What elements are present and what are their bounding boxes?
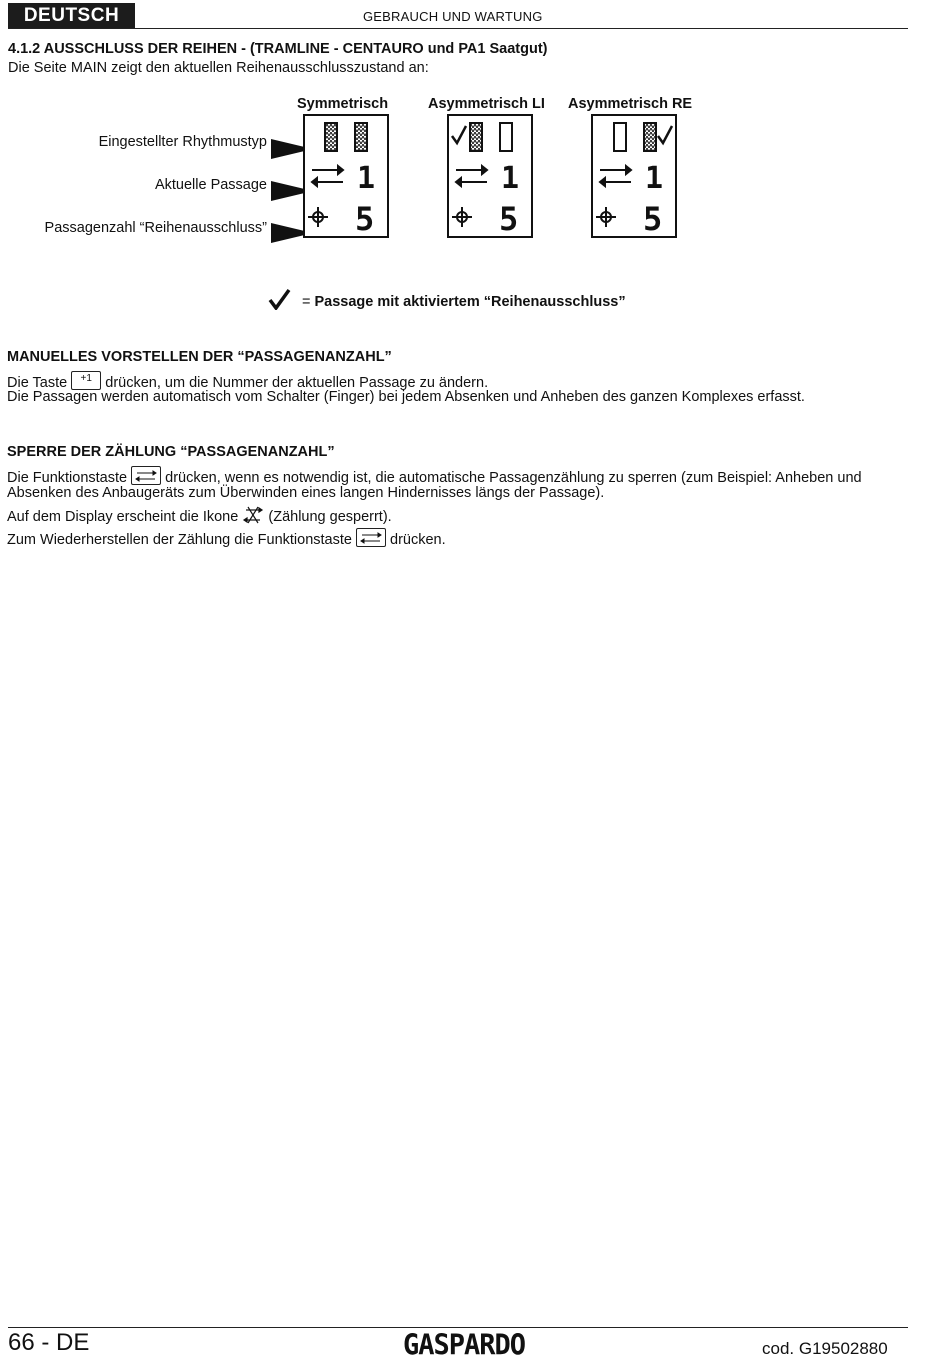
- check-icon: [452, 126, 466, 143]
- column-symmetric: Symmetrisch: [297, 96, 389, 112]
- lock-line4-after: drücken.: [390, 532, 446, 548]
- seed-row-excluded-icon: [500, 123, 512, 151]
- swap-arrows-icon: [600, 166, 631, 186]
- lock-title: SPERRE DER ZÄHLUNG “PASSAGENANZAHL”: [7, 444, 335, 460]
- lock-line3-after: (Zählung gesperrt).: [268, 509, 392, 525]
- seed-row-excluded-icon: [614, 123, 626, 151]
- count-locked-icon: [242, 506, 264, 528]
- seed-row-active-icon: [325, 123, 337, 151]
- swap-function-key-icon: [131, 466, 161, 485]
- display-symmetric: [303, 114, 389, 238]
- swap-arrows-icon: [456, 166, 487, 186]
- column-asym-left: Asymmetrisch LI: [428, 96, 545, 112]
- seed-row-active-icon: [644, 123, 656, 151]
- manual-line1: [7, 371, 488, 391]
- crosshair-icon: [308, 207, 328, 227]
- check-icon: [658, 126, 672, 143]
- lock-line3-before: Auf dem Display erscheint die Ikone: [7, 509, 239, 525]
- lock-line4-before: Zum Wiederherstellen der Zählung die Funktionstaste: [7, 532, 352, 548]
- display-asym-right-graphic: [593, 116, 675, 236]
- display-asym-left: [447, 114, 533, 238]
- row-label-pass-count: Passagenzahl “Reihenausschluss”: [44, 220, 267, 236]
- legend-check-icon: [268, 288, 292, 315]
- page-number: 66 - DE: [8, 1329, 90, 1356]
- legend: [302, 294, 626, 310]
- legend-description: Passage mit aktiviertem “Reihenausschluss”: [314, 294, 626, 310]
- seed-row-active-icon: [470, 123, 482, 151]
- crosshair-icon: [452, 207, 472, 227]
- manual-line2: Die Passagen werden automatisch vom Schalter (Finger) bei jedem Absenken und Anheben des ganzen Komplexes erfasst.: [7, 389, 805, 405]
- manual-line1-before: Die Taste: [7, 375, 68, 391]
- lock-line1: [7, 466, 862, 486]
- manual-title: MANUELLES VORSTELLEN DER “PASSAGENANZAHL”: [7, 349, 392, 365]
- language-badge: DEUTSCH: [8, 3, 135, 29]
- display-asym-left-graphic: [449, 116, 531, 236]
- swap-arrows-icon: [312, 166, 343, 186]
- plus-one-key-label: +1: [80, 373, 92, 384]
- lock-line4: [7, 528, 446, 548]
- crosshair-icon: [596, 207, 616, 227]
- legend-equals: =: [302, 294, 315, 310]
- lock-line1-after: drücken, wenn es notwendig ist, die automatische Passagenzählung zu sperren (zum Beispiel: Anheben und: [165, 470, 862, 486]
- plus-one-key-icon: [71, 371, 101, 390]
- swap-function-key-icon: [356, 528, 386, 547]
- document-code: cod. G19502880: [762, 1339, 888, 1358]
- header-divider: [8, 28, 908, 29]
- header-title: GEBRAUCH UND WARTUNG: [363, 9, 543, 24]
- current-pass-value: 1: [645, 161, 664, 196]
- lock-line3: [7, 506, 392, 528]
- lock-line1-before: Die Funktionstaste: [7, 470, 128, 486]
- pass-count-value: 5: [643, 200, 663, 236]
- brand-logo: GASPARDO: [403, 1329, 526, 1362]
- column-asym-right: Asymmetrisch RE: [568, 96, 693, 112]
- footer-divider: [8, 1327, 908, 1328]
- section-title: 4.1.2 AUSSCHLUSS DER REIHEN - (TRAMLINE - CENTAURO und PA1 Saatgut): [8, 41, 548, 57]
- current-pass-value: 1: [501, 161, 520, 196]
- row-label-rhythm: Eingestellter Rhythmustyp: [98, 134, 267, 150]
- current-pass-value: 1: [357, 161, 376, 196]
- pass-count-value: 5: [355, 200, 375, 236]
- lock-line2: Absenken des Anbaugeräts zum Überwinden eines langen Hindernisses längs der Passage).: [7, 485, 605, 501]
- display-asym-right: [591, 114, 677, 238]
- display-symmetric-graphic: [305, 116, 387, 236]
- seed-row-active-icon: [355, 123, 367, 151]
- row-label-current-pass: Aktuelle Passage: [154, 177, 267, 193]
- manual-line1-after: drücken, um die Nummer der aktuellen Passage zu ändern.: [105, 375, 489, 391]
- pass-count-value: 5: [499, 200, 519, 236]
- section-intro: Die Seite MAIN zeigt den aktuellen Reihenausschlusszustand an:: [8, 60, 429, 76]
